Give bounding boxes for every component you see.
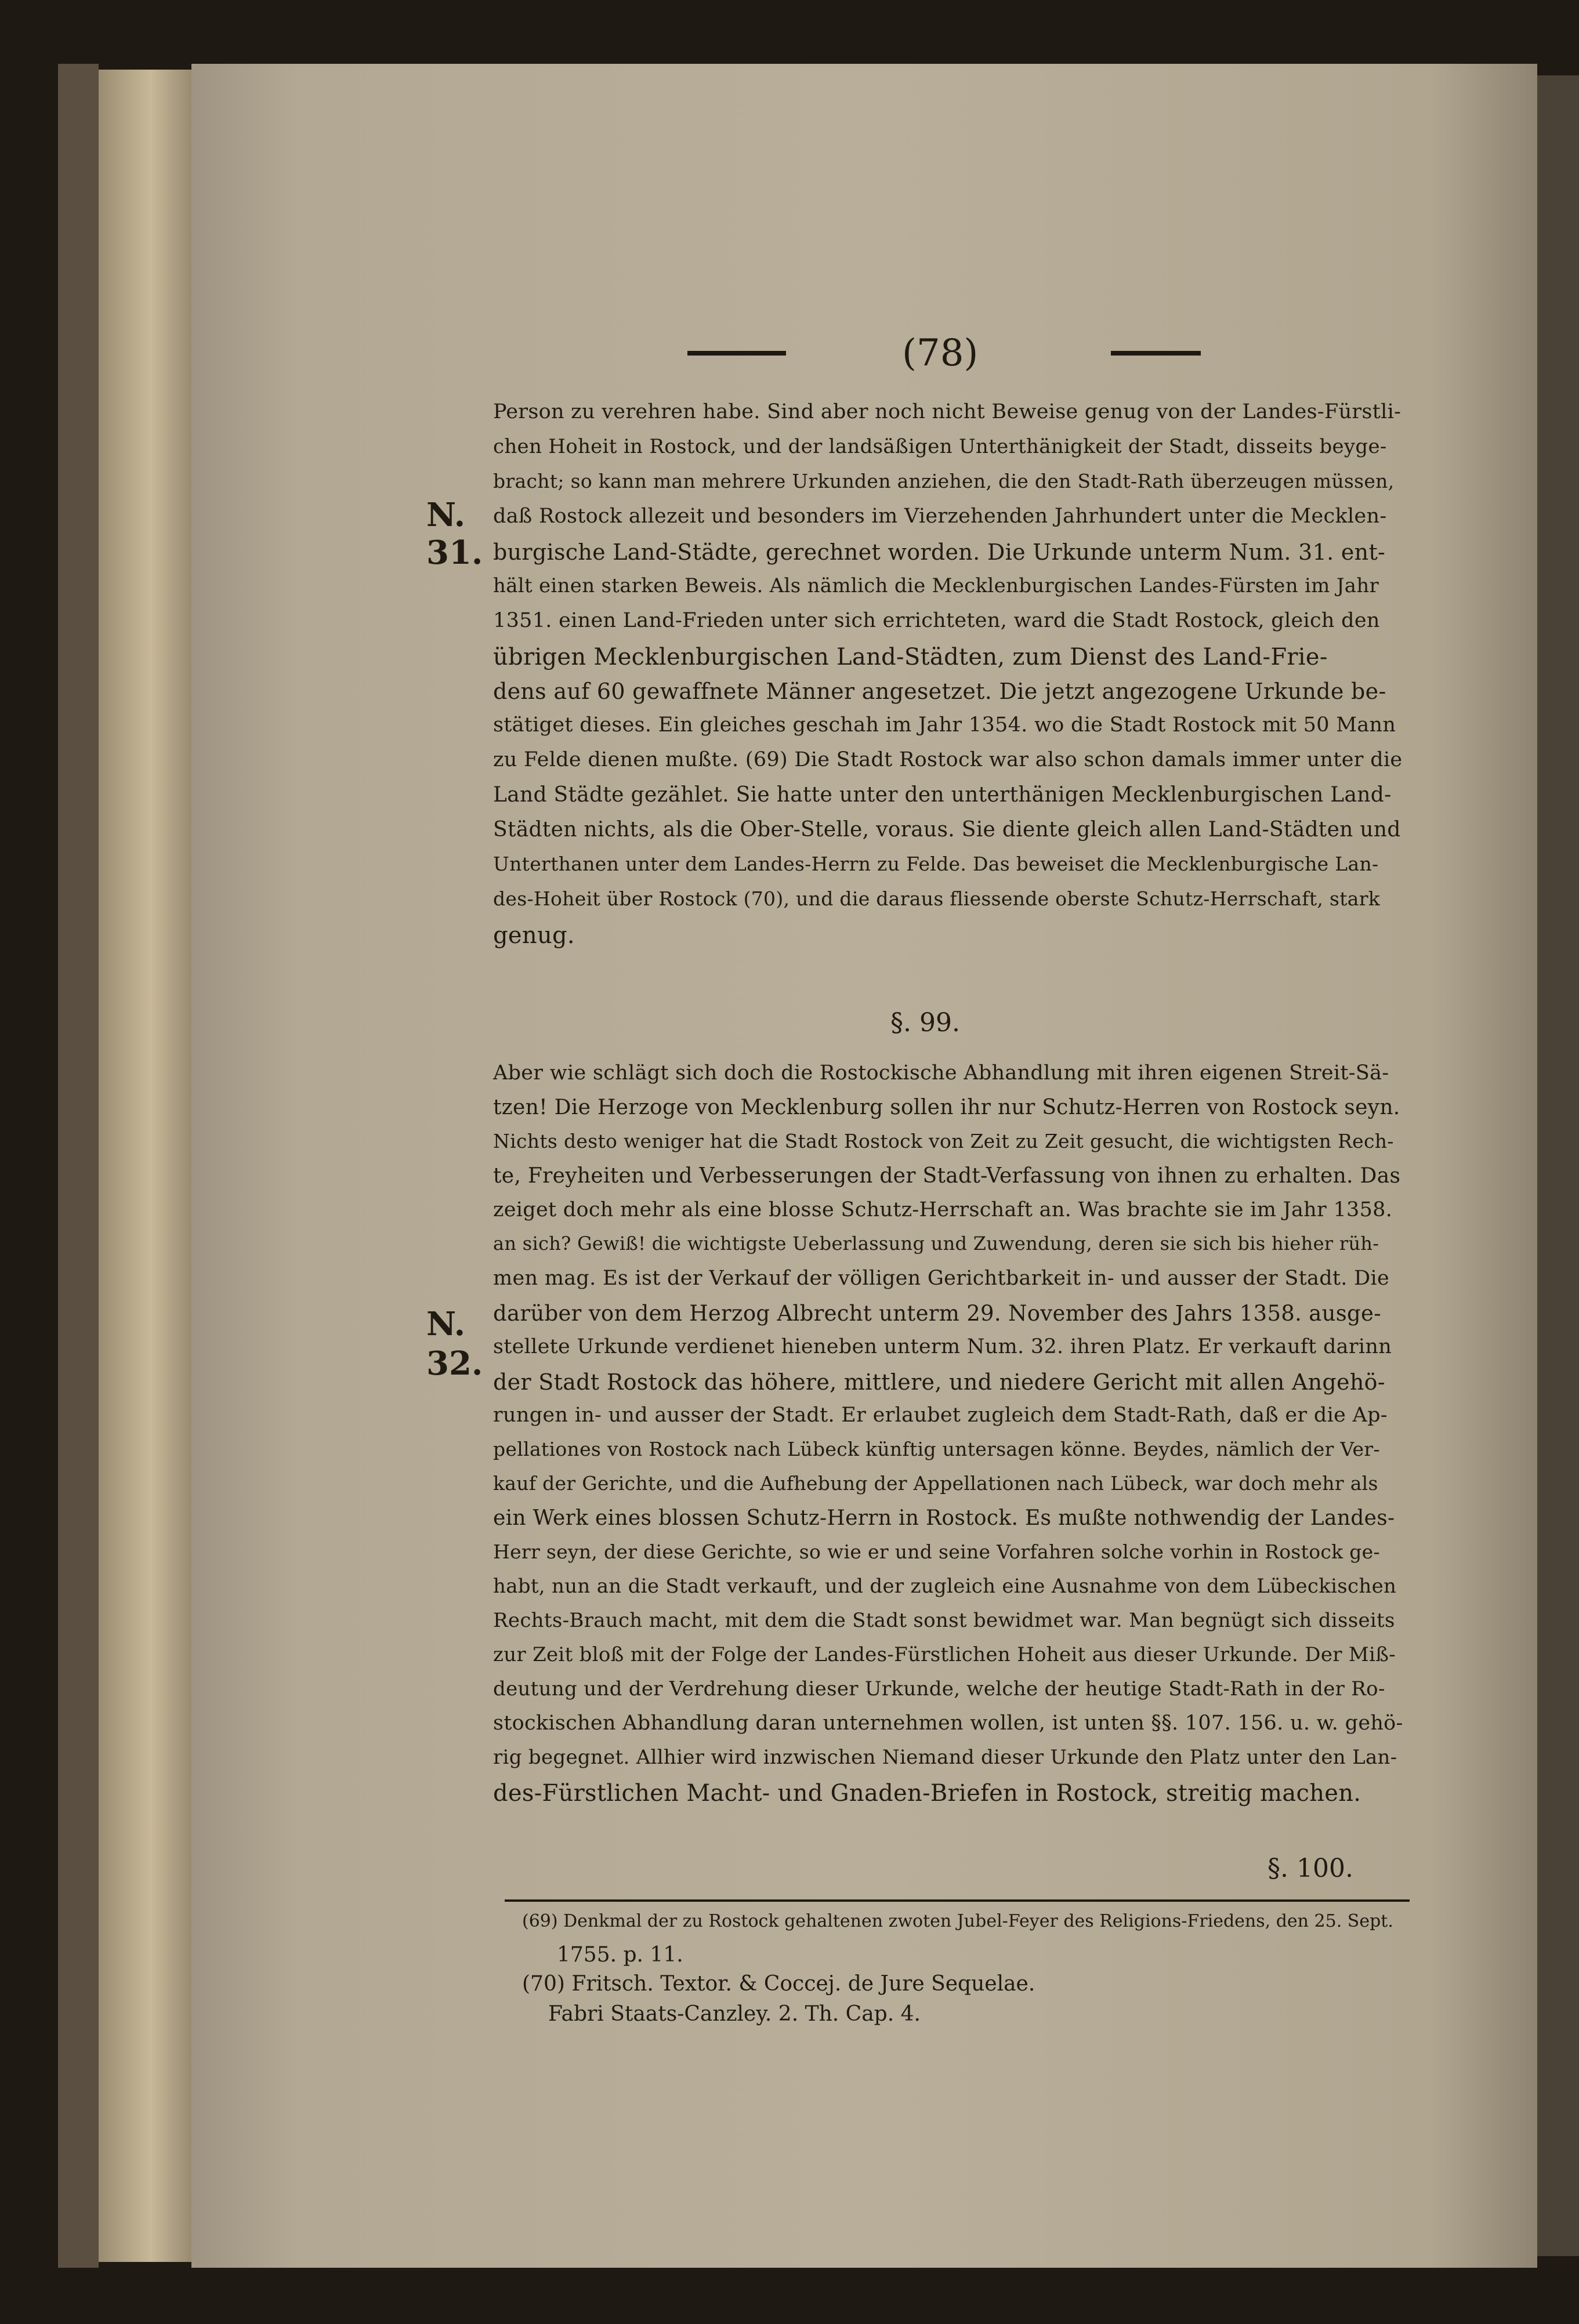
facing-page-edge	[1537, 75, 1579, 2256]
header-rule-left	[687, 351, 786, 356]
text-line: ein Werk eines blossen Schutz-Herrn in Rostock. Es mußte nothwendig der Landes-	[493, 1506, 1395, 1530]
text-line: deutung und der Verdrehung dieser Urkunde, welche der heutige Stadt-Rath in der Ro-	[493, 1677, 1385, 1701]
text-line: Unterthanen unter dem Landes-Herrn zu Felde. Das beweiset die Mecklenburgische Lan-	[493, 853, 1379, 875]
text-line: daß Rostock allezeit und besonders im Vierzehenden Jahrhundert unter die Mecklen-	[493, 505, 1387, 528]
text-line: stätiget dieses. Ein gleiches geschah im Jahr 1354. wo die Stadt Rostock mit 50 Mann	[493, 713, 1396, 737]
text-line: rungen in- und ausser der Stadt. Er erlaubet zugleich dem Stadt-Rath, daß er die Ap-	[493, 1404, 1388, 1427]
page-number: (78)	[902, 332, 979, 375]
text-line: habt, nun an die Stadt verkauft, und der zugleich eine Ausnahme von dem Lübeckischen	[493, 1575, 1397, 1598]
text-line: men mag. Es ist der Verkauf der völligen Gerichtbarkeit in- und ausser der Stadt. Die	[493, 1267, 1390, 1290]
text-line: Land Städte gezählet. Sie hatte unter den unterthänigen Mecklenburgischen Land-	[493, 783, 1392, 807]
text-line: zu Felde dienen mußte. (69) Die Stadt Rostock war also schon damals immer unter die	[493, 748, 1403, 771]
section-heading-99: §. 99.	[890, 1008, 960, 1038]
text-line: Herr seyn, der diese Gerichte, so wie er und seine Vorfahren solche vorhin in Rostock ge-	[493, 1540, 1380, 1563]
text-line: dens auf 60 gewaffnete Männer angesetzet. Die jetzt angezogene Urkunde be-	[493, 679, 1386, 704]
text-line: Aber wie schlägt sich doch die Rostockische Abhandlung mit ihren eigenen Streit-Sä-	[493, 1061, 1389, 1085]
text-line: bracht; so kann man mehrere Urkunden anziehen, die den Stadt-Rath überzeugen müssen,	[493, 470, 1395, 492]
header-rule-right	[1111, 351, 1201, 356]
footnote-70: (70) Fritsch. Textor. & Coccej. de Jure Sequelae.	[522, 1972, 1035, 1996]
footnote-69: (69) Denkmal der zu Rostock gehaltenen zwoten Jubel-Feyer des Religions-Friedens, den 25. Sept.	[522, 1911, 1393, 1931]
text-line: Person zu verehren habe. Sind aber noch nicht Beweise genug von der Landes-Fürstli-	[493, 400, 1401, 423]
text-line: der Stadt Rostock das höhere, mittlere, und niedere Gericht mit allen Angehö-	[493, 1369, 1385, 1395]
margin-note-n31-number: 31.	[426, 534, 483, 572]
text-line: stockischen Abhandlung daran unternehmen wollen, ist unten §§. 107. 156. u. w. gehö-	[493, 1712, 1403, 1735]
text-line: kauf der Gerichte, und die Aufhebung der Appellationen nach Lübeck, war doch mehr als	[493, 1472, 1378, 1495]
text-line: rig begegnet. Allhier wird inzwischen Niemand dieser Urkunde den Platz unter den Lan-	[493, 1746, 1397, 1769]
text-line: an sich? Gewiß! die wichtigste Ueberlassung und Zuwendung, deren sie sich bis hieher rüh-	[493, 1232, 1379, 1255]
footnote-rule	[505, 1899, 1410, 1902]
text-line: hält einen starken Beweis. Als nämlich die Mecklenburgischen Landes-Fürsten im Jahr	[493, 574, 1379, 597]
text-line: darüber von dem Herzog Albrecht unterm 29. November des Jahrs 1358. ausge-	[493, 1301, 1382, 1326]
marbled-cover-edge	[58, 64, 99, 2268]
page-fore-edge	[99, 70, 203, 2262]
text-line: burgische Land-Städte, gerechnet worden. Die Urkunde unterm Num. 31. ent-	[493, 539, 1386, 565]
text-line: 1351. einen Land-Frieden unter sich errichteten, ward die Stadt Rostock, gleich den	[493, 609, 1380, 632]
text-line: tzen! Die Herzoge von Mecklenburg sollen ihr nur Schutz-Herren von Rostock seyn.	[493, 1096, 1400, 1119]
text-line: übrigen Mecklenburgischen Land-Städten, zum Dienst des Land-Frie-	[493, 644, 1328, 670]
footnote-69-continuation: 1755. p. 11.	[557, 1943, 683, 1967]
text-line: zur Zeit bloß mit der Folge der Landes-Fürstlichen Hoheit aus dieser Urkunde. Der Miß-	[493, 1643, 1396, 1666]
text-line: te, Freyheiten und Verbesserungen der Stadt-Verfassung von ihnen zu erhalten. Das	[493, 1164, 1401, 1188]
text-line: pellationes von Rostock nach Lübeck künftig untersagen könne. Beydes, nämlich der Ver-	[493, 1438, 1380, 1460]
text-line: des-Hoheit über Rostock (70), und die daraus fliessende oberste Schutz-Herrschaft, stark	[493, 887, 1381, 910]
margin-note-n32-label: N.	[426, 1305, 466, 1343]
text-line: stellete Urkunde verdienet hieneben unterm Num. 32. ihren Platz. Er verkauft darinn	[493, 1335, 1392, 1358]
text-line: genug.	[493, 922, 575, 949]
text-line: des-Fürstlichen Macht- und Gnaden-Briefen in Rostock, streitig machen.	[493, 1780, 1361, 1807]
text-line: Städten nichts, als die Ober-Stelle, voraus. Sie diente gleich allen Land-Städten und	[493, 818, 1401, 842]
footnote-70-continuation: Fabri Staats-Canzley. 2. Th. Cap. 4.	[548, 2002, 921, 2026]
text-line: Rechts-Brauch macht, mit dem die Stadt sonst bewidmet war. Man begnügt sich disseits	[493, 1609, 1395, 1632]
text-line: chen Hoheit in Rostock, und der landsäßigen Unterthänigkeit der Stadt, disseits beyge-	[493, 435, 1387, 458]
margin-note-n31-label: N.	[426, 496, 466, 534]
text-line: Nichts desto weniger hat die Stadt Rostock von Zeit zu Zeit gesucht, die wichtigsten Rech-	[493, 1130, 1394, 1152]
catchword: §. 100.	[1267, 1854, 1353, 1883]
text-line: zeiget doch mehr als eine blosse Schutz-Herrschaft an. Was brachte sie im Jahr 1358.	[493, 1198, 1393, 1221]
margin-note-n32-number: 32.	[426, 1344, 483, 1383]
